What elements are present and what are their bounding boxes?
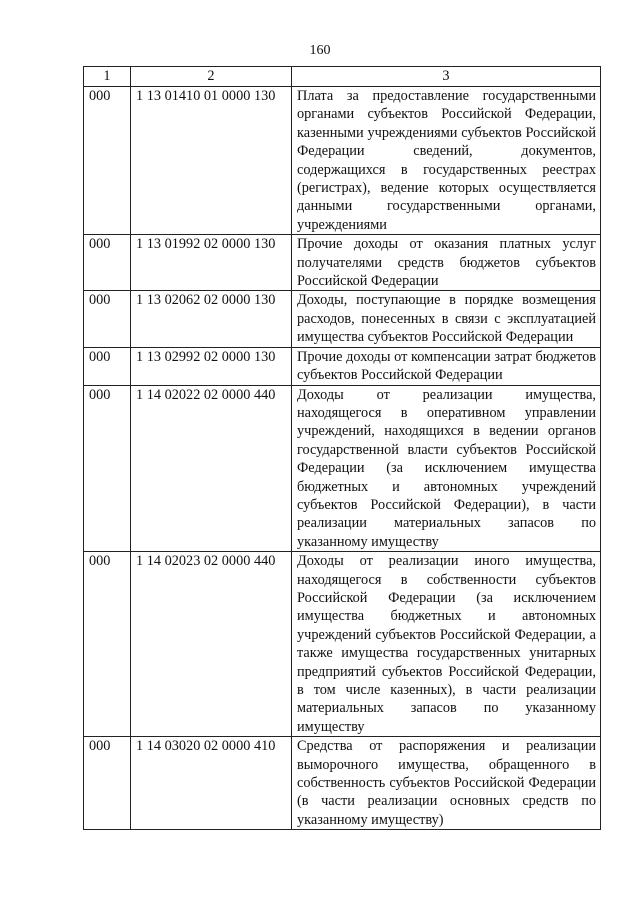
income-codes-table bbox=[83, 66, 601, 830]
table-row bbox=[84, 552, 601, 737]
admin-code-cell: 000 bbox=[84, 291, 131, 347]
description-cell: Доходы, поступающие в порядке возмещения расходов, понесенных в связи с эксплуатацией имущества субъектов Российской Федерации bbox=[292, 291, 601, 347]
budget-code-cell: 1 14 02023 02 0000 440 bbox=[131, 552, 292, 737]
description-cell: Доходы от реализации иного имущества, находящегося в собственности субъектов Российской Федерации (за исключением имущества бюджетных и автономных учреждений субъектов Российской Федерации, а также имущества государственных унитарных предприятий субъектов Российской Федерации, в том числе казенных), в части реализации материальных запасов по указанному имуществу bbox=[292, 552, 601, 737]
table-row bbox=[84, 235, 601, 291]
table-row bbox=[84, 737, 601, 830]
admin-code-cell: 000 bbox=[84, 737, 131, 830]
table-row bbox=[84, 87, 601, 235]
table-row bbox=[84, 291, 601, 347]
table-row bbox=[84, 385, 601, 552]
budget-code-cell: 1 13 01992 02 0000 130 bbox=[131, 235, 292, 291]
budget-code-cell: 1 13 02062 02 0000 130 bbox=[131, 291, 292, 347]
budget-code-cell: 1 13 01410 01 0000 130 bbox=[131, 87, 292, 235]
description-cell: Средства от распоряжения и реализации выморочного имущества, обращенного в собственность субъектов Российской Федерации (в части реализации основных средств по указанному имуществу) bbox=[292, 737, 601, 830]
description-cell: Прочие доходы от компенсации затрат бюджетов субъектов Российской Федерации bbox=[292, 347, 601, 385]
table-row bbox=[84, 347, 601, 385]
admin-code-cell: 000 bbox=[84, 385, 131, 552]
admin-code-cell: 000 bbox=[84, 87, 131, 235]
page-number: 160 bbox=[309, 43, 331, 58]
admin-code-cell: 000 bbox=[84, 552, 131, 737]
budget-code-cell: 1 14 03020 02 0000 410 bbox=[131, 737, 292, 830]
admin-code-cell: 000 bbox=[84, 347, 131, 385]
column-header-1: 1 bbox=[84, 67, 131, 87]
table-header-row bbox=[84, 67, 601, 87]
description-cell: Прочие доходы от оказания платных услуг получателями средств бюджетов субъектов Российской Федерации bbox=[292, 235, 601, 291]
budget-code-cell: 1 13 02992 02 0000 130 bbox=[131, 347, 292, 385]
description-cell: Доходы от реализации имущества, находящегося в оперативном управлении учреждений, находящихся в ведении органов государственной власти субъектов Российской Федерации (за исключением имущества бюджетных и автономных учреждений субъектов Российской Федерации), в части реализации материальных запасов по указанному имуществу bbox=[292, 385, 601, 552]
column-header-2: 2 bbox=[131, 67, 292, 87]
admin-code-cell: 000 bbox=[84, 235, 131, 291]
description-cell: Плата за предоставление государственными органами субъектов Российской Федерации, казенными учреждениями субъектов Российской Федерации сведений, документов, содержащихся в государственных реестрах (регистрах), ведение которых осуществляется данными государственными органами, учреждениями bbox=[292, 87, 601, 235]
column-header-3: 3 bbox=[292, 67, 601, 87]
budget-code-cell: 1 14 02022 02 0000 440 bbox=[131, 385, 292, 552]
